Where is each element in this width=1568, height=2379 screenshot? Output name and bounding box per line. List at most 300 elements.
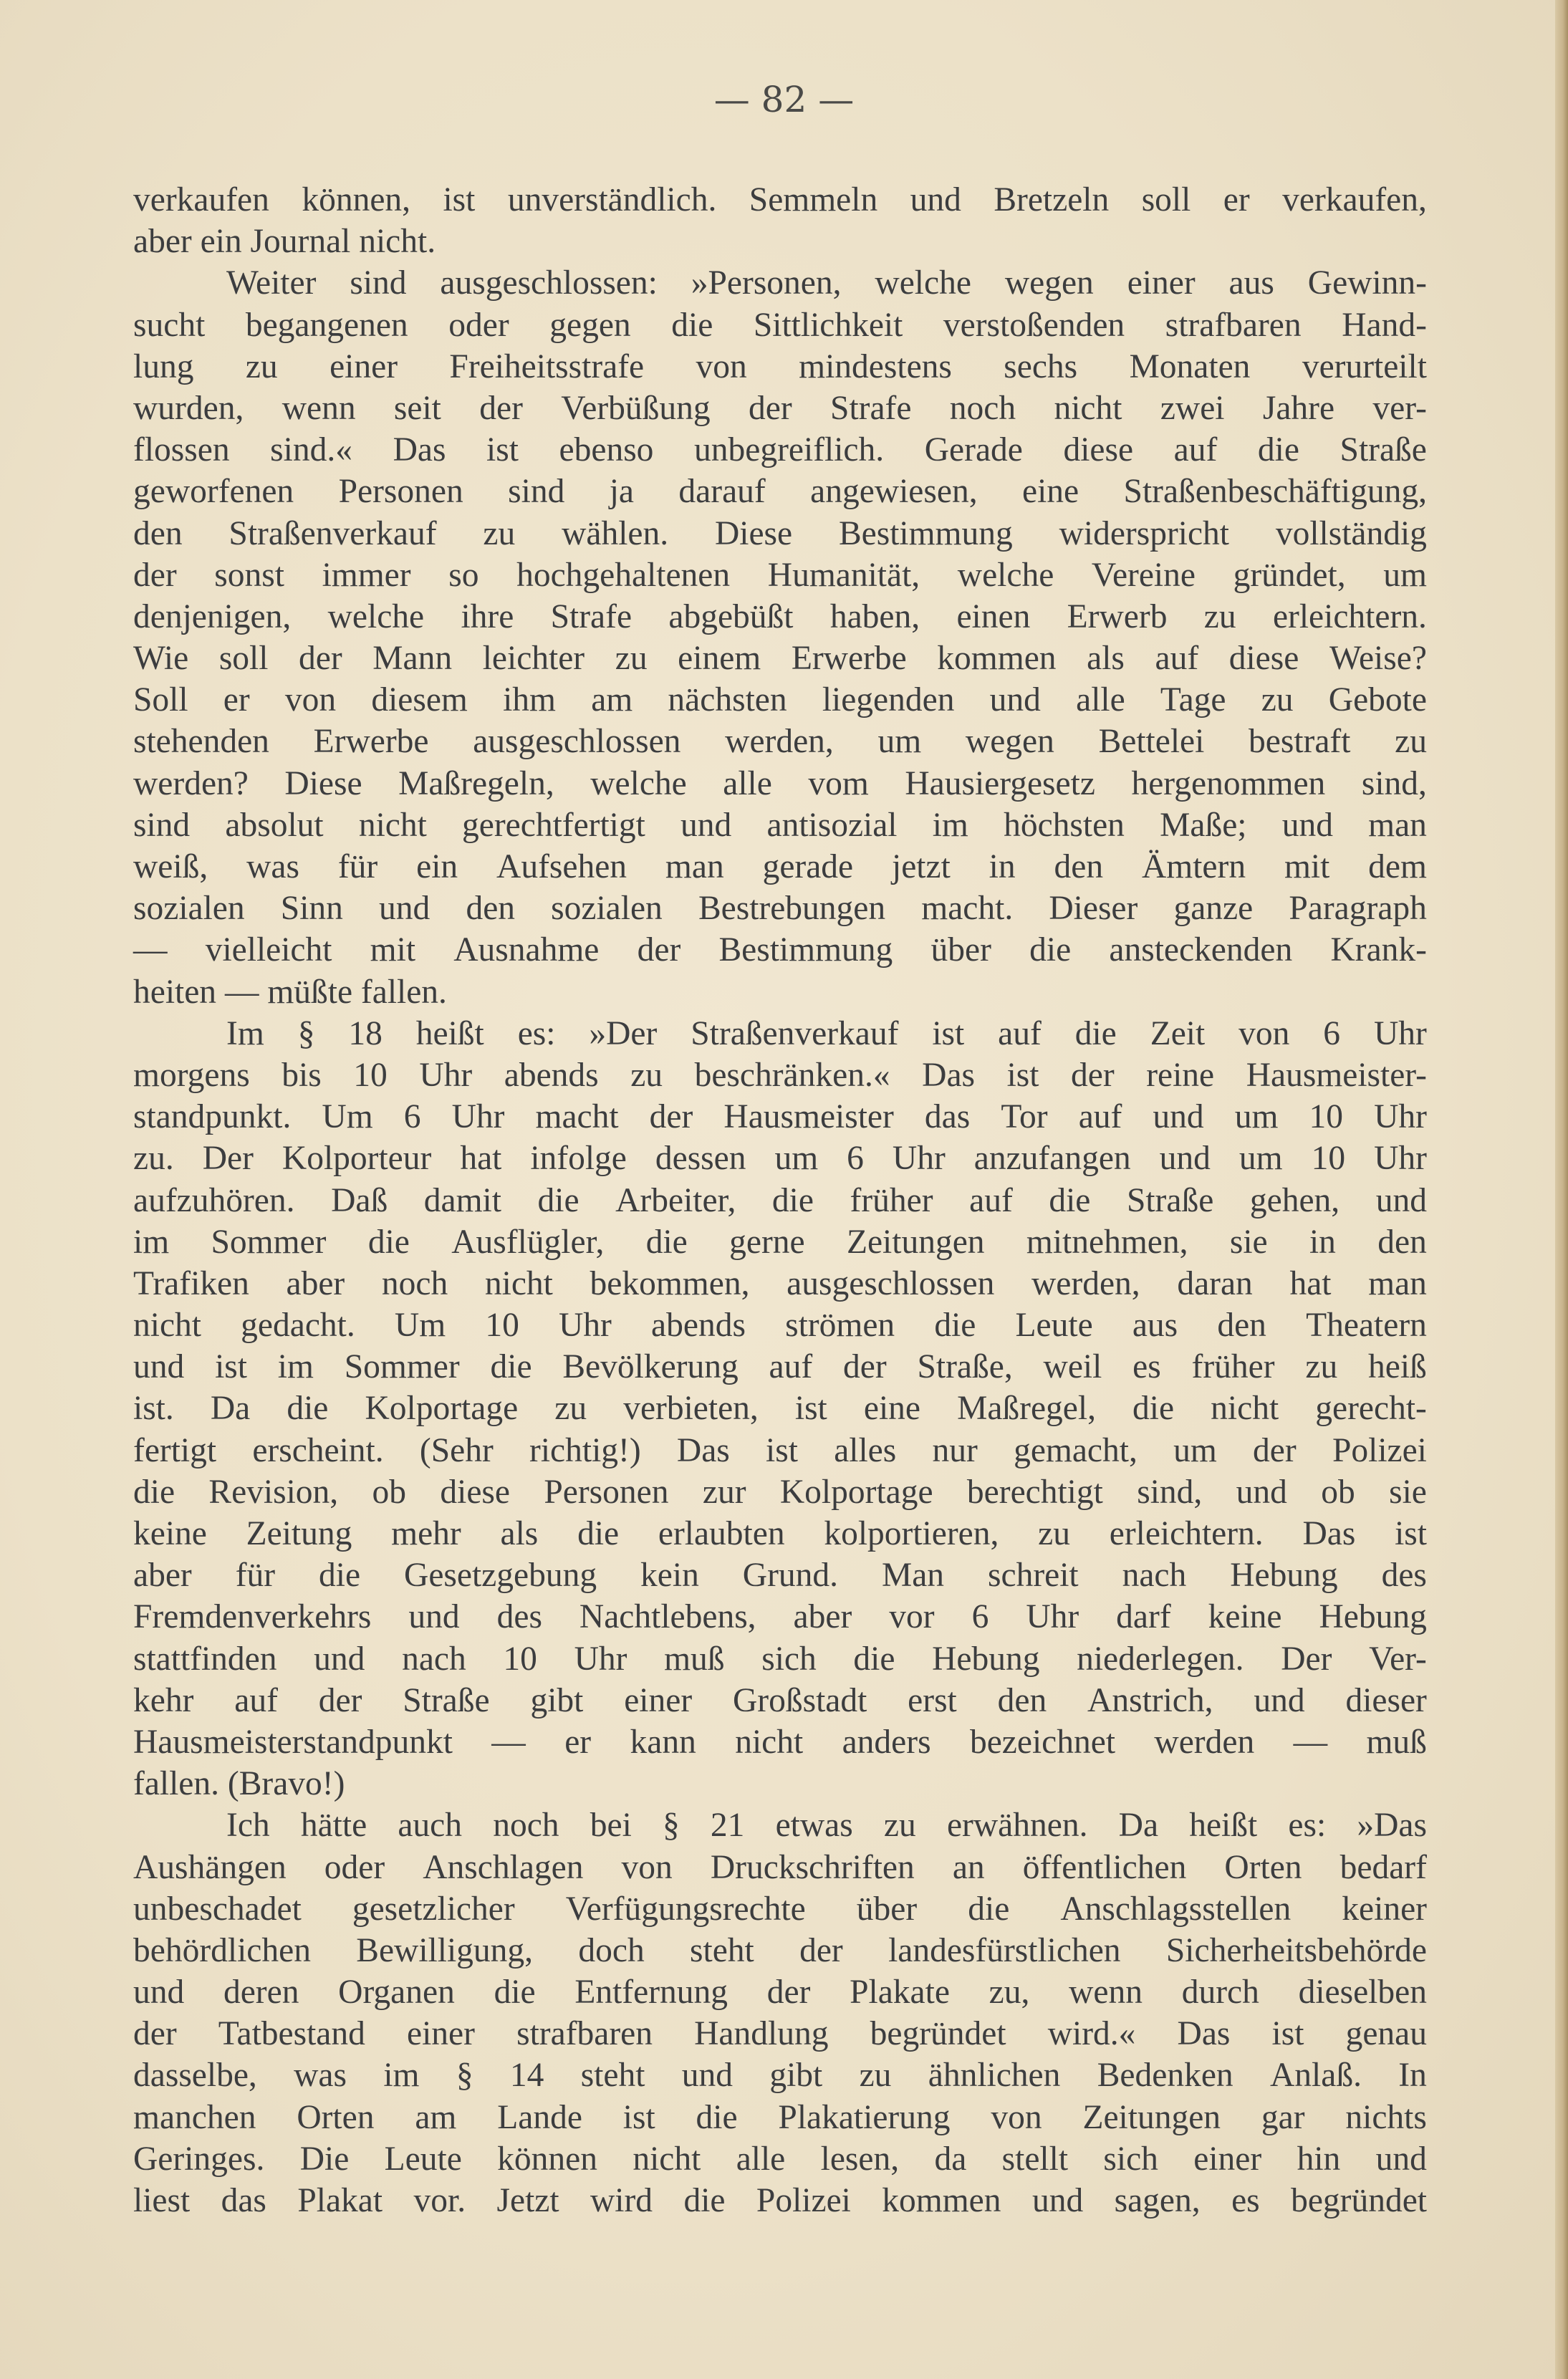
word: beschränken.« bbox=[694, 1056, 890, 1094]
word: Zeitungen bbox=[1082, 2098, 1221, 2136]
word: der bbox=[649, 1098, 693, 1136]
word: erlaubten bbox=[658, 1515, 785, 1552]
word: und bbox=[1031, 2182, 1084, 2219]
word: behördlichen bbox=[133, 1931, 311, 1969]
text-line bbox=[133, 1180, 1427, 1221]
text-line bbox=[133, 1721, 1427, 1763]
word: Straße bbox=[1339, 431, 1427, 469]
word: § bbox=[662, 1807, 680, 1845]
word: liest bbox=[133, 2182, 191, 2219]
word: steht bbox=[690, 1931, 754, 1969]
word: eine bbox=[863, 1390, 920, 1428]
word: es: bbox=[517, 1014, 556, 1052]
word: können, bbox=[302, 181, 411, 218]
word: Bewilligung, bbox=[356, 1931, 534, 1969]
text-line bbox=[133, 679, 1427, 721]
word: Orten bbox=[1224, 1848, 1302, 1886]
word: Leute bbox=[384, 2140, 462, 2178]
word: Vereine bbox=[1091, 556, 1196, 594]
word: Jetzt bbox=[496, 2182, 559, 2219]
word: Monaten bbox=[1129, 347, 1251, 385]
word: — bbox=[1293, 1723, 1328, 1761]
word: es bbox=[1132, 1348, 1161, 1386]
word: einer bbox=[407, 2015, 475, 2053]
word: gründet, bbox=[1233, 556, 1346, 594]
word: und bbox=[910, 181, 961, 218]
word: Bestimmung bbox=[718, 931, 893, 969]
word: der bbox=[133, 556, 177, 594]
word: alle bbox=[1076, 681, 1125, 719]
word: werden, bbox=[725, 723, 834, 761]
word: es: bbox=[1288, 1807, 1327, 1845]
word: Sommer bbox=[344, 1348, 460, 1386]
word: steht bbox=[580, 2057, 645, 2095]
word: der bbox=[749, 389, 792, 427]
word: hat bbox=[460, 1140, 502, 1178]
word: Arbeiter, bbox=[615, 1181, 736, 1219]
word: 14 bbox=[509, 2057, 544, 2095]
word: die bbox=[319, 1557, 361, 1595]
body-text bbox=[133, 179, 1427, 2221]
word: erleichtern. bbox=[1272, 597, 1427, 635]
word: landesfürstlichen bbox=[888, 1931, 1121, 1969]
word: durch bbox=[1181, 1974, 1259, 2012]
word: die bbox=[1029, 931, 1072, 969]
word: Uhr bbox=[419, 1056, 473, 1094]
word: und bbox=[133, 1974, 185, 2012]
word: den bbox=[997, 1681, 1047, 1719]
word: Jahre bbox=[1262, 389, 1335, 427]
word: um bbox=[1238, 1140, 1283, 1178]
word: die bbox=[671, 306, 713, 344]
word: zu bbox=[1261, 681, 1294, 719]
word: der bbox=[133, 2015, 177, 2053]
word: die bbox=[133, 1473, 175, 1511]
word: Die bbox=[299, 2140, 350, 2178]
word: muß bbox=[664, 1640, 725, 1678]
word: diese bbox=[1228, 640, 1299, 678]
word: der bbox=[637, 931, 681, 969]
text-line bbox=[133, 1013, 1427, 1054]
word: einer bbox=[1127, 264, 1196, 302]
word: erscheint. bbox=[252, 1431, 384, 1469]
word: von bbox=[284, 681, 337, 719]
word: denjenigen, bbox=[133, 597, 292, 635]
word: als bbox=[1087, 640, 1125, 678]
word: Bevölkerung bbox=[562, 1348, 739, 1386]
word: darauf bbox=[678, 473, 766, 511]
text-line bbox=[133, 1554, 1427, 1596]
word: Uhr bbox=[1026, 1598, 1079, 1636]
word: wegen bbox=[1004, 264, 1094, 302]
word: am bbox=[591, 681, 633, 719]
word: nicht bbox=[1054, 389, 1122, 427]
word: einer bbox=[624, 1681, 693, 1719]
word: ihre bbox=[461, 597, 514, 635]
text-line bbox=[133, 2013, 1427, 2054]
word: auf bbox=[998, 1014, 1042, 1052]
text-line bbox=[133, 1054, 1427, 1096]
word: an bbox=[952, 1848, 985, 1886]
word: doch bbox=[578, 1931, 645, 1969]
word: kommen bbox=[882, 2182, 1001, 2219]
word: nicht bbox=[133, 1307, 201, 1345]
word: aber bbox=[286, 1264, 345, 1302]
word: § bbox=[456, 2057, 473, 2095]
word: ist bbox=[215, 1348, 247, 1386]
text-line bbox=[133, 1471, 1427, 1513]
word: Plakat bbox=[297, 2182, 383, 2219]
word: aber bbox=[133, 223, 201, 261]
word: einer bbox=[1193, 2140, 1262, 2178]
text-line bbox=[133, 1430, 1427, 1471]
word: über bbox=[856, 1890, 918, 1928]
word: bekommen, bbox=[590, 1264, 750, 1302]
word: Revision, bbox=[208, 1473, 339, 1511]
word: verkaufen bbox=[133, 181, 269, 218]
word: in bbox=[1309, 1223, 1336, 1261]
word: im bbox=[133, 1223, 170, 1261]
word: Aushängen bbox=[133, 1848, 287, 1886]
word: standpunkt. bbox=[133, 1098, 292, 1136]
word: Orten bbox=[297, 2098, 375, 2136]
word: Um bbox=[322, 1098, 373, 1136]
word: flossen bbox=[133, 431, 230, 469]
word: Bestrebungen bbox=[698, 890, 886, 928]
word: Ausnahme bbox=[453, 931, 600, 969]
word: keine bbox=[133, 1515, 207, 1552]
word: Gebote bbox=[1328, 681, 1427, 719]
word: die bbox=[537, 1181, 579, 1219]
word: die bbox=[577, 1515, 620, 1552]
word: kehr bbox=[133, 1681, 194, 1719]
word: gerade bbox=[762, 848, 854, 885]
word: ihm bbox=[503, 681, 556, 719]
word: ist bbox=[932, 1014, 965, 1052]
word: hätte bbox=[300, 1807, 367, 1845]
text-line bbox=[133, 2054, 1427, 2096]
word: nicht bbox=[633, 2140, 701, 2178]
word: kolportieren, bbox=[824, 1515, 999, 1552]
word: und bbox=[1281, 806, 1333, 844]
word: im bbox=[932, 806, 968, 844]
word: und bbox=[408, 1598, 460, 1636]
word: wird.« bbox=[1047, 2015, 1136, 2053]
word: sechs bbox=[1004, 347, 1078, 385]
word: und bbox=[1153, 1098, 1204, 1136]
text-line bbox=[133, 2180, 1427, 2221]
word: einer bbox=[330, 347, 398, 385]
word: 6 bbox=[403, 1098, 421, 1136]
word: seit bbox=[393, 389, 441, 427]
word: macht bbox=[535, 1098, 619, 1136]
word: Humanität, bbox=[767, 556, 920, 594]
word: § bbox=[297, 1014, 315, 1052]
word: Das bbox=[676, 1431, 730, 1469]
word: Leute bbox=[1015, 1307, 1093, 1345]
text-line bbox=[133, 971, 1427, 1013]
word: um bbox=[1234, 1098, 1279, 1136]
word: hergenommen bbox=[1131, 764, 1326, 802]
word: höchsten bbox=[1004, 806, 1125, 844]
word: Um bbox=[394, 1307, 446, 1345]
word: vom bbox=[808, 764, 869, 802]
word: »Personen, bbox=[691, 264, 842, 302]
word: Diese bbox=[714, 514, 793, 552]
word: 6 bbox=[1323, 1014, 1341, 1052]
word: zu. bbox=[133, 1140, 174, 1178]
word: des bbox=[496, 1598, 542, 1636]
word: der bbox=[479, 389, 523, 427]
word: Ich bbox=[226, 1807, 270, 1845]
word: wenn bbox=[282, 389, 356, 427]
text-line bbox=[133, 1638, 1427, 1680]
word: noch bbox=[381, 1264, 448, 1302]
word: lesen, bbox=[820, 2140, 900, 2178]
word: Anstrich, bbox=[1087, 1681, 1213, 1719]
word: nach bbox=[1122, 1557, 1187, 1595]
word: Großstadt bbox=[732, 1681, 867, 1719]
word: von bbox=[1238, 1014, 1290, 1052]
word: werden bbox=[1154, 1723, 1255, 1761]
word: sagen, bbox=[1114, 2182, 1201, 2219]
word: vor bbox=[889, 1598, 935, 1636]
word: als bbox=[500, 1515, 539, 1552]
word: zu bbox=[483, 514, 516, 552]
word: und bbox=[314, 1640, 365, 1678]
word: was bbox=[246, 848, 299, 885]
word: Aufsehen bbox=[496, 848, 627, 885]
word: ist bbox=[443, 181, 476, 218]
word: wurden, bbox=[133, 389, 244, 427]
word: Da bbox=[210, 1390, 251, 1428]
word: Entfernung bbox=[574, 1974, 728, 2012]
word: 10 bbox=[503, 1640, 537, 1678]
word: Polizei bbox=[756, 2182, 851, 2219]
word: heiten bbox=[133, 973, 225, 1011]
word: die bbox=[490, 1348, 532, 1386]
word: nach bbox=[402, 1640, 466, 1678]
word: da bbox=[934, 2140, 967, 2178]
word: Sicherheitsbehörde bbox=[1165, 1931, 1427, 1969]
word: stellt bbox=[1001, 2140, 1069, 2178]
text-line bbox=[133, 2138, 1427, 2180]
word: zu bbox=[245, 347, 278, 385]
word: ausgeschlossen bbox=[473, 723, 681, 761]
word: welche bbox=[327, 597, 425, 635]
word: damit bbox=[423, 1181, 501, 1219]
word: aufzuhören. bbox=[133, 1181, 295, 1219]
word: geworfenen bbox=[133, 473, 294, 511]
word: begründet bbox=[870, 2015, 1006, 2053]
text-line bbox=[133, 1221, 1427, 1263]
word: unbeschadet bbox=[133, 1890, 302, 1928]
word: sind.« bbox=[270, 431, 352, 469]
word: die bbox=[494, 1974, 536, 2012]
page-number: — 82 — bbox=[713, 79, 855, 120]
word: der bbox=[318, 1681, 362, 1719]
word: gegen bbox=[549, 306, 631, 344]
word: ob bbox=[372, 1473, 407, 1511]
word: Uhr bbox=[451, 1098, 505, 1136]
word: Nachtlebens, bbox=[579, 1598, 756, 1636]
word: im bbox=[277, 1348, 314, 1386]
word: Maßregel, bbox=[957, 1390, 1096, 1428]
text-line bbox=[133, 1596, 1427, 1638]
word: vielleicht bbox=[205, 931, 332, 969]
word: Bedenken bbox=[1097, 2057, 1233, 2095]
word: oder bbox=[448, 306, 509, 344]
word: dieselben bbox=[1298, 1974, 1427, 2012]
word: ein bbox=[200, 223, 251, 261]
word: am bbox=[415, 2098, 457, 2136]
word: diesem bbox=[371, 681, 468, 719]
word: nicht bbox=[358, 806, 427, 844]
word: Ämtern bbox=[1141, 848, 1246, 885]
word: Strafe bbox=[550, 597, 633, 635]
word: 10 bbox=[485, 1307, 519, 1345]
word: Semmeln bbox=[749, 181, 878, 218]
word: ver- bbox=[1372, 389, 1427, 427]
word: nicht bbox=[484, 1264, 553, 1302]
word: Straße bbox=[1126, 1181, 1214, 1219]
text-line bbox=[133, 221, 1427, 262]
word: Straße bbox=[403, 1681, 490, 1719]
word: (Bravo!) bbox=[227, 1765, 345, 1803]
word: ganze bbox=[1173, 890, 1254, 928]
word: wird bbox=[590, 2182, 653, 2219]
word: niederlegen. bbox=[1077, 1640, 1244, 1678]
text-line bbox=[133, 721, 1427, 762]
word: gerechtfertigt bbox=[462, 806, 645, 844]
word: Im bbox=[226, 1014, 264, 1052]
word: morgens bbox=[133, 1056, 250, 1094]
text-line bbox=[133, 638, 1427, 679]
word: zu bbox=[1395, 723, 1427, 761]
word: Weiter bbox=[226, 264, 317, 302]
text-line bbox=[133, 1971, 1427, 2013]
text-line bbox=[133, 1804, 1427, 1846]
word: Hausiergesetz bbox=[905, 764, 1095, 802]
word: hin bbox=[1297, 2140, 1341, 2178]
word: »Das bbox=[1357, 1807, 1427, 1845]
page-edge bbox=[1555, 0, 1568, 2379]
word: sonst bbox=[214, 556, 284, 594]
text-line bbox=[133, 1263, 1427, 1304]
word: fertigt bbox=[133, 1431, 217, 1469]
word: Gesetzgebung bbox=[404, 1557, 597, 1595]
text-line bbox=[133, 1763, 1427, 1804]
word: 10 bbox=[353, 1056, 388, 1094]
word: abends bbox=[651, 1307, 746, 1345]
word: soll bbox=[218, 640, 269, 678]
word: gesetzlicher bbox=[352, 1890, 515, 1928]
word: die bbox=[853, 1640, 895, 1678]
word: Weise? bbox=[1329, 640, 1427, 678]
word: dem bbox=[1368, 848, 1427, 885]
word: 10 bbox=[1309, 1098, 1344, 1136]
word: und bbox=[680, 806, 732, 844]
word: Straßenbeschäftigung, bbox=[1123, 473, 1427, 511]
word: Kolporteur bbox=[282, 1140, 432, 1178]
word: dieser bbox=[1345, 1681, 1427, 1719]
word: weiß, bbox=[133, 848, 208, 885]
word: Uhr bbox=[1374, 1098, 1427, 1136]
word: man bbox=[665, 848, 724, 885]
word: Das bbox=[1302, 1515, 1356, 1552]
word: oder bbox=[324, 1848, 385, 1886]
word: auf bbox=[969, 1181, 1013, 1219]
word: begangenen bbox=[245, 306, 408, 344]
word: aus bbox=[1132, 1307, 1178, 1345]
word: ist bbox=[622, 2098, 655, 2136]
word: erleichtern. bbox=[1109, 1515, 1264, 1552]
word: zu bbox=[554, 1390, 587, 1428]
word: Soll bbox=[133, 681, 188, 719]
word: diese bbox=[440, 1473, 510, 1511]
word: zu bbox=[883, 1807, 916, 1845]
word: stehenden bbox=[133, 723, 269, 761]
word: ausgeschlossen bbox=[787, 1264, 995, 1302]
text-line bbox=[133, 1096, 1427, 1138]
word: die bbox=[367, 1223, 410, 1261]
word: Lande bbox=[497, 2098, 582, 2136]
word: Straße, bbox=[917, 1348, 1013, 1386]
word: auf bbox=[234, 1681, 278, 1719]
word: zu, bbox=[989, 1974, 1030, 2012]
word: sind bbox=[508, 473, 565, 511]
word: Krank- bbox=[1330, 931, 1427, 969]
word: um bbox=[1383, 556, 1427, 594]
word: lung bbox=[133, 347, 194, 385]
word: die bbox=[771, 1181, 814, 1219]
word: den bbox=[1054, 848, 1104, 885]
word: Personen bbox=[544, 1473, 669, 1511]
word: nicht. bbox=[359, 223, 436, 261]
word: ähnlichen bbox=[928, 2057, 1061, 2095]
word: was bbox=[294, 2057, 347, 2095]
word: Wie bbox=[133, 640, 189, 678]
word: ansteckenden bbox=[1109, 931, 1293, 969]
word: den bbox=[133, 514, 183, 552]
word: Bettelei bbox=[1098, 723, 1205, 761]
word: und bbox=[1254, 1681, 1305, 1719]
word: jetzt bbox=[892, 848, 951, 885]
word: Ver- bbox=[1369, 1640, 1427, 1678]
word: sozialen bbox=[133, 890, 245, 928]
word: die bbox=[287, 1390, 329, 1428]
word: ebenso bbox=[559, 431, 654, 469]
text-line bbox=[133, 304, 1427, 346]
word: für bbox=[235, 1557, 276, 1595]
word: ist bbox=[1006, 1056, 1039, 1094]
word: Da bbox=[1118, 1807, 1159, 1845]
word: strömen bbox=[785, 1307, 895, 1345]
text-line bbox=[133, 513, 1427, 554]
word: die bbox=[1132, 1390, 1175, 1428]
word: Der bbox=[202, 1140, 254, 1178]
word: — bbox=[133, 931, 168, 969]
word: verkaufen, bbox=[1282, 181, 1427, 218]
word: sind bbox=[133, 806, 191, 844]
word: zu bbox=[1203, 597, 1236, 635]
word: 18 bbox=[348, 1014, 383, 1052]
word: Freiheitsstrafe bbox=[449, 347, 645, 385]
word: und bbox=[989, 681, 1041, 719]
word: kann bbox=[630, 1723, 696, 1761]
word: werden? bbox=[133, 764, 249, 802]
word: so bbox=[448, 556, 479, 594]
